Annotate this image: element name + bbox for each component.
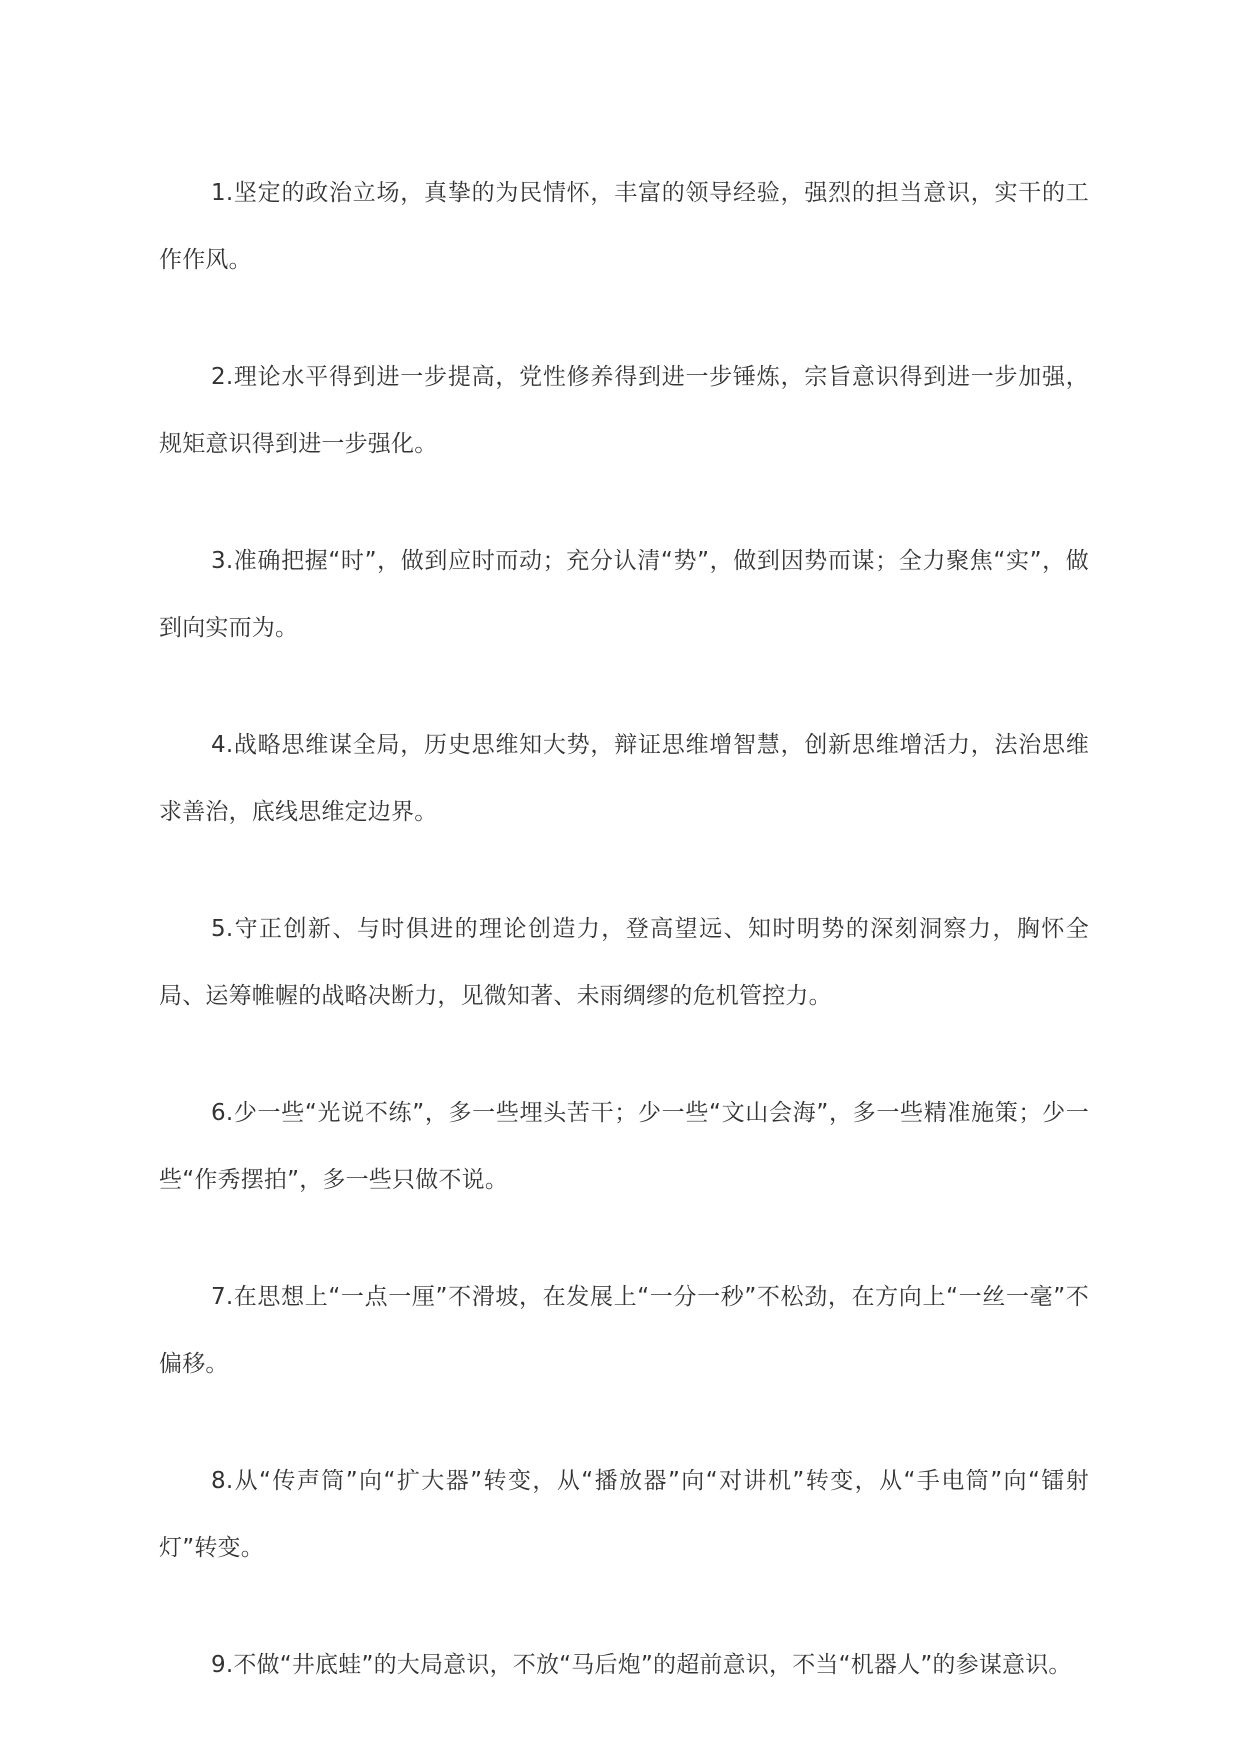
paragraph-2: 2.理论水平得到进一步提高，党性修养得到进一步锤炼，宗旨意识得到进一步加强，规矩意识得到进一步强化。 bbox=[159, 364, 1089, 457]
paragraph-5: 5.守正创新、与时俱进的理论创造力，登高望远、知时明势的深刻洞察力，胸怀全局、运筹帷幄的战略决断力，见微知著、未雨绸缪的危机管控力。 bbox=[159, 916, 1089, 1009]
paragraph-1: 1.坚定的政治立场，真挚的为民情怀，丰富的领导经验，强烈的担当意识，实干的工作作风。 bbox=[159, 180, 1089, 273]
paragraph-3: 3.准确把握“时”，做到应时而动；充分认清“势”，做到因势而谋；全力聚焦“实”，做到向实而为。 bbox=[159, 548, 1089, 641]
paragraph-6: 6.少一些“光说不练”，多一些埋头苦干；少一些“文山会海”，多一些精准施策；少一些“作秀摆拍”，多一些只做不说。 bbox=[159, 1100, 1089, 1193]
document-body bbox=[159, 160, 1089, 1749]
paragraph-9: 9.不做“井底蛙”的大局意识，不放“马后炮”的超前意识，不当“机器人”的参谋意识。 bbox=[211, 1652, 1072, 1678]
paragraph-4: 4.战略思维谋全局，历史思维知大势，辩证思维增智慧，创新思维增活力，法治思维求善治，底线思维定边界。 bbox=[159, 732, 1089, 825]
paragraph-8: 8.从“传声筒”向“扩大器”转变，从“播放器”向“对讲机”转变，从“手电筒”向“镭射灯”转变。 bbox=[159, 1468, 1089, 1561]
paragraph-7: 7.在思想上“一点一厘”不滑坡，在发展上“一分一秒”不松劲，在方向上“一丝一毫”不偏移。 bbox=[159, 1284, 1089, 1377]
